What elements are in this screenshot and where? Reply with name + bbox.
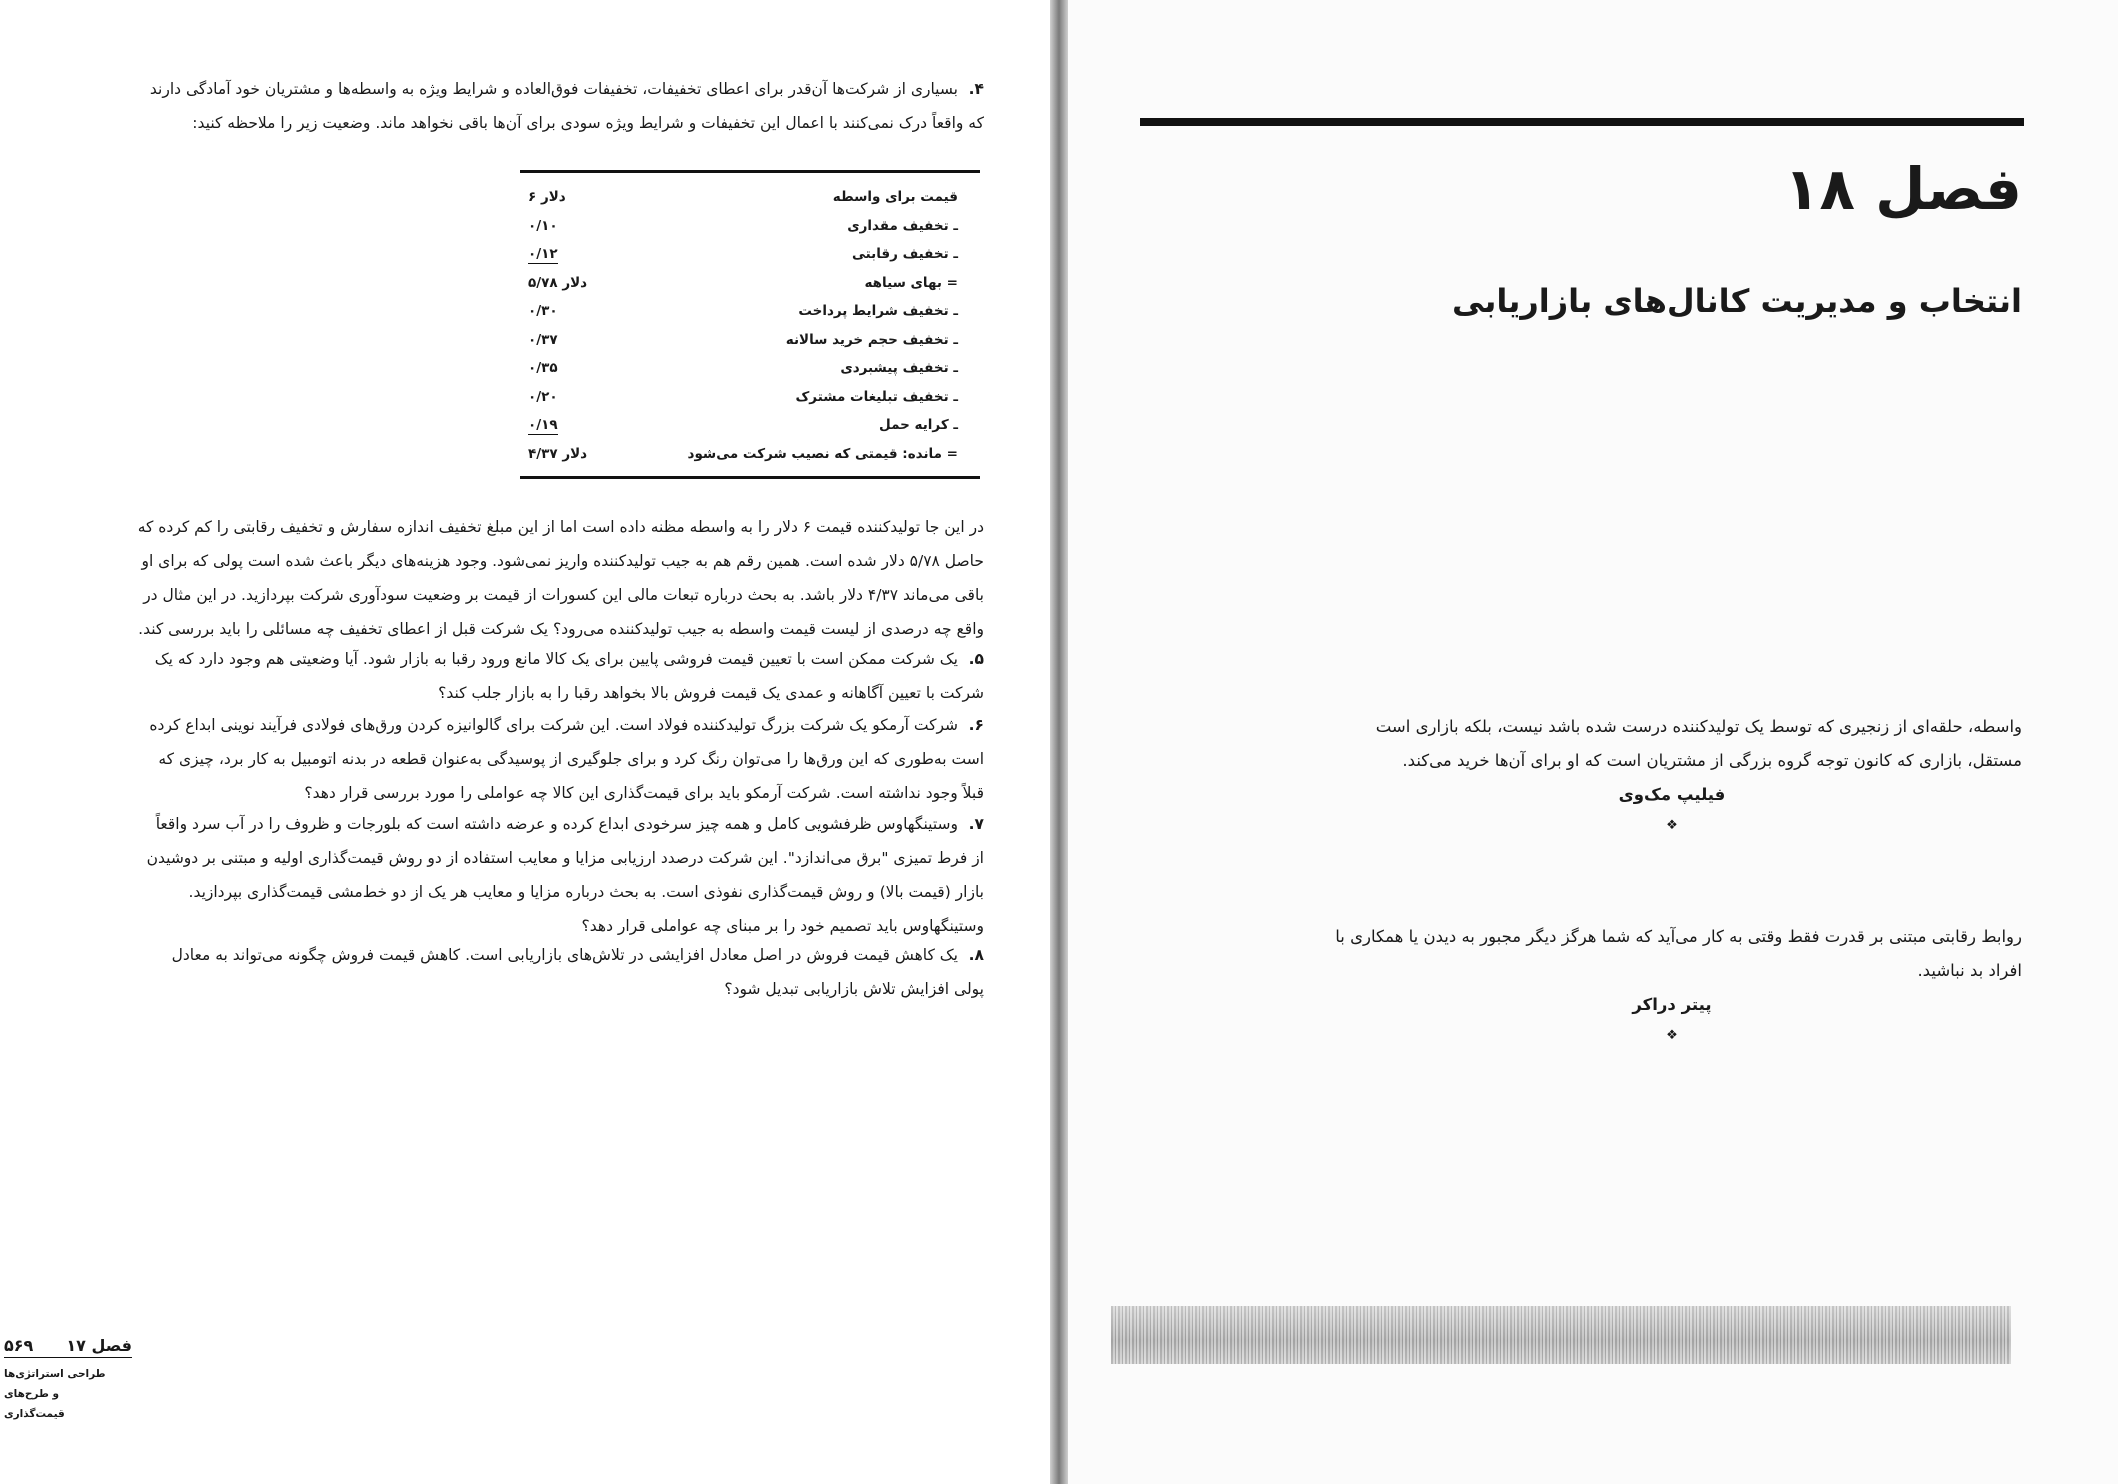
row-label: ـ تخفیف مقداری <box>847 217 958 234</box>
row-value: ۰/۱۲ <box>528 246 558 263</box>
left-page <box>0 0 1050 1484</box>
price-breakdown-table <box>520 170 980 479</box>
right-page <box>1068 0 2118 1484</box>
question-number: ۵. <box>968 650 984 668</box>
row-value: ۰/۳۵ <box>528 360 558 377</box>
row-value: ۰/۳۷ <box>528 331 558 348</box>
question-7 <box>144 807 984 943</box>
row-label: = مانده: قیمتی که نصیب شرکت می‌شود <box>687 445 958 462</box>
epigraph-quote <box>1322 710 2022 840</box>
question-number: ۷. <box>968 815 984 833</box>
row-label: ـ تخفیف رقابتی <box>851 246 958 263</box>
quote-text: واسطه، حلقه‌ای از زنجیری که توسط یک تولیدکننده درست شده باشد نیست، بلکه بازاری است مستقل، بازاری که کانون توجه گروه بزرگی از مشتریان است که او برای آن‌ها خرید می‌کند. <box>1375 717 2022 770</box>
row-value: ۰/۲۰ <box>528 388 558 405</box>
table-row <box>520 269 980 298</box>
question-text: یک شرکت ممکن است با تعیین قیمت فروشی پایین برای یک کالا مانع ورود رقبا به بازار شود. آیا وضعیتی هم وجود دارد که یک شرکت با تعیین آگاهانه و عمدی یک قیمت فروش بالا بخواهد رقبا را به بازار جلب کند؟ <box>154 650 984 702</box>
table-row <box>520 183 980 212</box>
question-number: ۸. <box>968 946 984 964</box>
question-5 <box>144 642 984 710</box>
footer-chapter: فصل ۱۷ <box>66 1336 132 1355</box>
table-row <box>520 440 980 469</box>
question-number: ۴. <box>968 80 984 98</box>
question-text: بسیاری از شرکت‌ها آن‌قدر برای اعطای تخفیفات، تخفیفات فوق‌العاده و شرایط ویژه به واسطه‌ها و مشتریان خود آمادگی دارند که واقعاً درک نمی‌کنند با اعمال این تخفیفات و شرایط ویژه سودی برای آن‌ها باقی نخواهد ماند. وضعیت زیر را ملاحظه کنید: <box>149 80 984 132</box>
decorative-halftone-band <box>1111 1306 2011 1364</box>
row-value: ۵/۷۸ دلار <box>528 274 588 291</box>
question-number: ۶. <box>968 716 984 734</box>
table-row <box>520 297 980 326</box>
page-footer <box>4 1336 144 1424</box>
footer-line-2: و طرح‌های <box>4 1388 60 1400</box>
table-row <box>520 326 980 355</box>
table-row <box>520 212 980 241</box>
epigraph-quote <box>1322 920 2022 1050</box>
footer-line-3: قیمت‌گذاری <box>4 1408 65 1420</box>
question-4 <box>144 72 984 140</box>
question-text: وستینگهاوس ظرفشویی کامل و همه چیز سرخودی ابداع کرده و عرضه داشته است که بلورجات و ظروف را در آب سرد واقعاً از فرط تمیزی "برق می‌اندازد". این شرکت درصدد ارزیابی مزایا و معایب استفاده از دو روش قیمت‌گذاری اولیه و مبتنی بر دوشیدن بازار (قیمت بالا) و روش قیمت‌گذاری نفوذی است. به بحث درباره مزایا و معایب هر یک از دو خط‌مشی قیمت‌گذاری بپردازید. وستینگهاوس باید تصمیم خود را بر مبنای چه عواملی قرار دهد؟ <box>146 815 984 935</box>
row-label: قیمت برای واسطه <box>832 189 958 206</box>
row-value: ۰/۳۰ <box>528 303 558 320</box>
book-gutter <box>1050 0 1068 1484</box>
table-row <box>520 240 980 269</box>
row-label: ـ تخفیف پیشبردی <box>840 360 958 377</box>
analysis-paragraph: در این جا تولیدکننده قیمت ۶ دلار را به واسطه مظنه داده است اما از این مبلغ تخفیف اندازه سفارش و تخفیف رقابتی را کم کرده که حاصل ۵/۷۸ دلار شده است. همین رقم هم به جیب تولیدکننده واریز نمی‌شود. وجود هزینه‌های دیگر باعث شده است پولی که برای او باقی می‌ماند ۴/۳۷ دلار باشد. به بحث درباره تبعات مالی این کسورات از قیمت بر وضعیت سودآوری شرکت بپردازید. در این مثال در واقع چه درصدی از لیست قیمت واسطه به جیب تولیدکننده می‌رود؟ یک شرکت قبل از اعطای تخفیف چه مسائلی را باید بررسی کند. <box>137 518 984 638</box>
diamond-ornament-icon: ❖ <box>1666 818 1678 833</box>
chapter-label: فصل ۱۸ <box>1784 155 2022 223</box>
chapter-title: انتخاب و مدیریت کانال‌های بازاریابی <box>1451 282 2022 320</box>
question-text: شرکت آرمکو یک شرکت بزرگ تولیدکننده فولاد است. این شرکت برای گالوانیزه کردن ورق‌های فولادی فرآیند نوینی ابداع کرده است به‌طوری که این ورق‌ها را می‌توان رنگ کرد و برای جلوگیری از پوسیدگی به‌عنوان قطعه در بدنه اتومبیل به کار برد، چیزی که قبلاً وجود نداشته است. شرکت آرمکو باید برای قیمت‌گذاری این کالا چه عواملی را مورد بررسی قرار دهد؟ <box>149 716 984 802</box>
quote-author: پیتر دراکر <box>1632 995 1712 1014</box>
question-8 <box>144 938 984 1006</box>
row-label: ـ تخفیف حجم خرید سالانه <box>785 331 958 348</box>
chapter-rule <box>1140 118 2024 126</box>
footer-rule <box>4 1357 132 1358</box>
table-row <box>520 411 980 440</box>
table-row <box>520 354 980 383</box>
row-value: ۶ دلار <box>528 189 566 206</box>
row-value: ۰/۱۹ <box>528 417 558 434</box>
row-label: ـ کرایه حمل <box>879 417 958 434</box>
page-number: ۵۶۹ <box>4 1336 34 1355</box>
row-value: ۰/۱۰ <box>528 217 558 234</box>
quote-author: فیلیپ مک‌وی <box>1618 785 1726 804</box>
question-6 <box>144 708 984 810</box>
question-text: یک کاهش قیمت فروش در اصل معادل افزایشی در تلاش‌های بازاریابی است. کاهش قیمت فروش چگونه می‌تواند به معادل پولی افزایش تلاش بازاریابی تبدیل شود؟ <box>171 946 984 998</box>
row-label: ـ تخفیف تبلیغات مشترک <box>795 388 958 405</box>
row-label: = بهای سیاهه <box>864 274 958 291</box>
row-label: ـ تخفیف شرایط پرداخت <box>798 303 958 320</box>
diamond-ornament-icon: ❖ <box>1666 1028 1678 1043</box>
row-value: ۴/۳۷ دلار <box>528 445 588 462</box>
quote-text: روابط رقابتی مبتنی بر قدرت فقط وقتی به کار می‌آید که شما هرگز دیگر مجبور به دیدن یا همکاری با افراد بد نباشید. <box>1335 927 2022 980</box>
footer-line-1: طراحی استراتژی‌ها <box>4 1368 106 1380</box>
table-row <box>520 383 980 412</box>
